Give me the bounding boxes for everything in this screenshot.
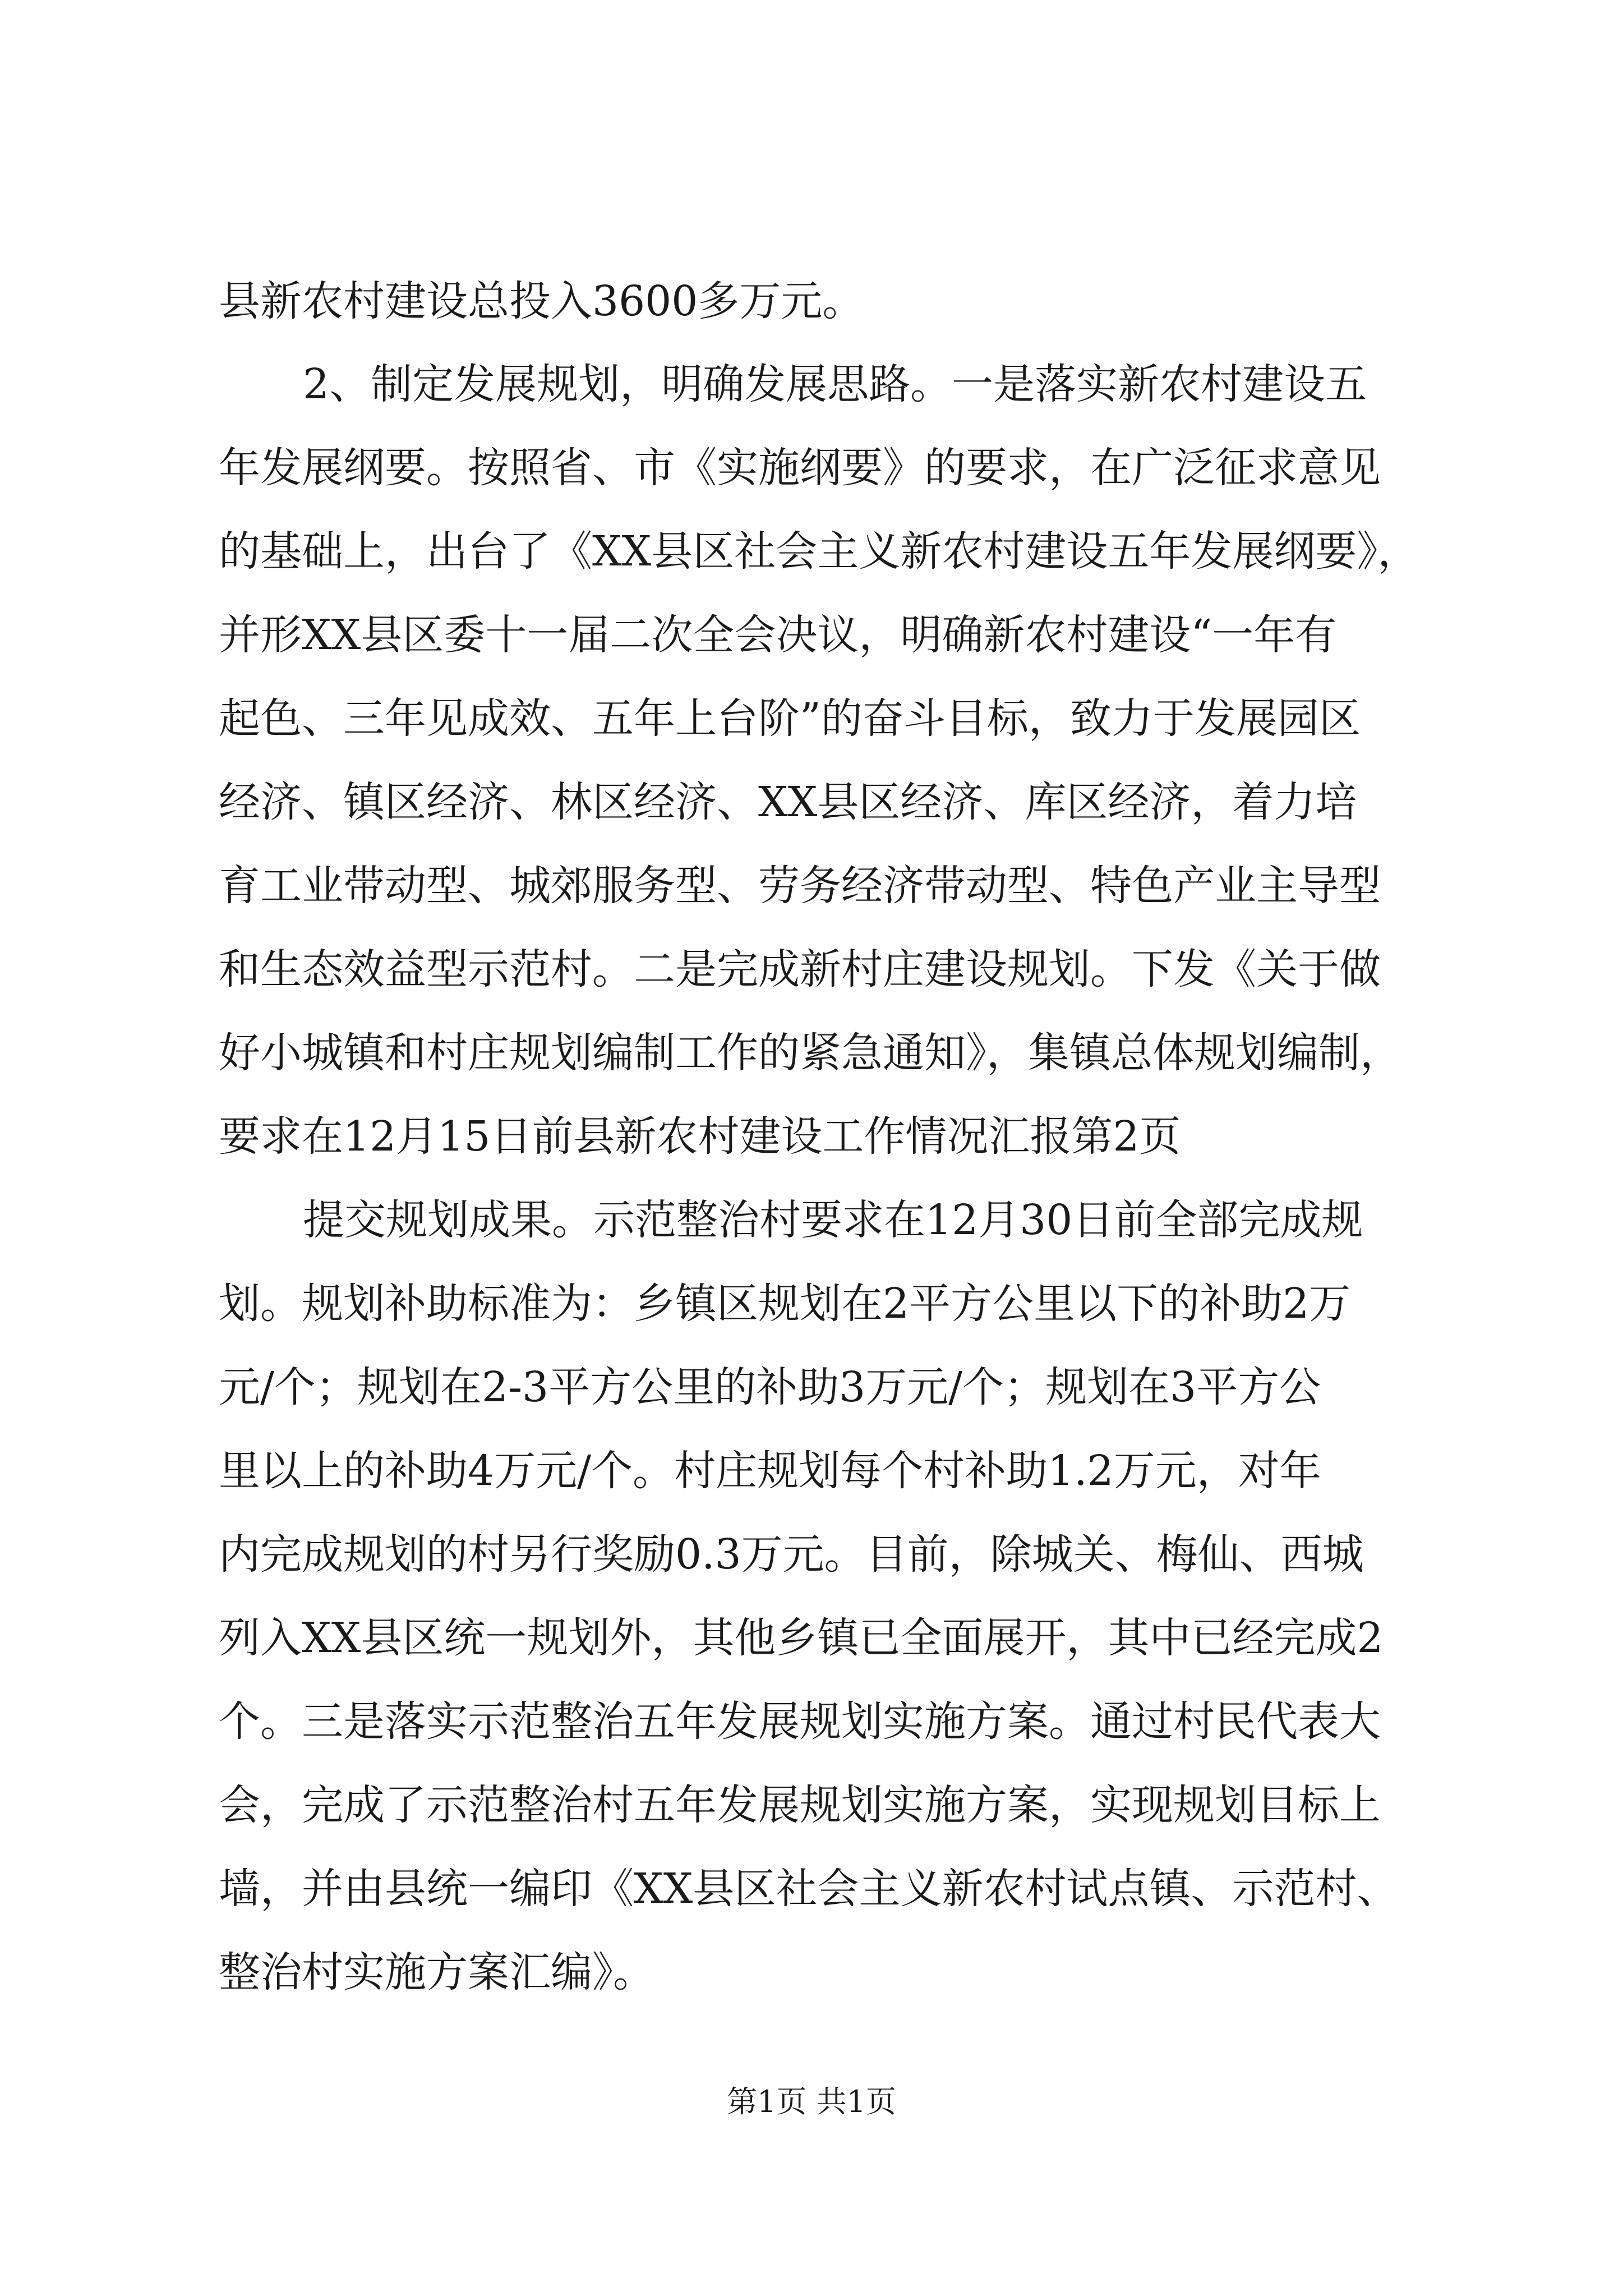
text-line: 和生态效益型示范村。二是完成新村庄建设规划。下发《关于做 <box>219 945 1381 993</box>
text-line: 要求在12月15日前县新农村建设工作情况汇报第2页 <box>219 1112 1181 1161</box>
page-footer: 第1页 共1页 <box>727 2084 896 2119</box>
text-line: 的基础上，出台了《XX县区社会主义新农村建设五年发展纲要》， <box>219 527 1419 576</box>
text-line: 墙，并由县统一编印《XX县区社会主义新农村试点镇、示范村、 <box>219 1865 1399 1913</box>
text-line: 好小城镇和村庄规划编制工作的紧急通知》，集镇总体规划编制， <box>219 1029 1401 1077</box>
text-line: 育工业带动型、城郊服务型、劳务经济带动型、特色产业主导型 <box>219 862 1381 910</box>
text-line: 元/个；规划在2-3平方公里的补助3万元/个；规划在3平方公 <box>219 1363 1321 1411</box>
text-line: 年发展纲要。按照省、市《实施纲要》的要求，在广泛征求意见 <box>219 444 1381 492</box>
text-line: 经济、镇区经济、林区经济、XX县区经济、库区经济，着力培 <box>219 778 1357 826</box>
text-line: 并形XX县区委十一届二次全会决议，明确新农村建设“一年有 <box>219 611 1337 659</box>
text-line: 会，完成了示范整治村五年发展规划实施方案，实现规划目标上 <box>219 1781 1381 1829</box>
text-line: 个。三是落实示范整治五年发展规划实施方案。通过村民代表大 <box>219 1697 1381 1746</box>
text-line: 2、制定发展规划，明确发展思路。一是落实新农村建设五 <box>303 360 1367 408</box>
text-line: 列入XX县区统一规划外，其他乡镇已全面展开，其中已经完成2 <box>219 1614 1384 1662</box>
text-line: 里以上的补助4万元/个。村庄规划每个村补助1.2万元，对年 <box>219 1447 1321 1495</box>
text-line: 内完成规划的村另行奖励0.3万元。目前，除城关、梅仙、西城 <box>219 1530 1364 1579</box>
text-line: 起色、三年见成效、五年上台阶”的奋斗目标，致力于发展园区 <box>219 694 1361 743</box>
text-line: 整治村实施方案汇编》。 <box>219 1948 654 1996</box>
text-line: 提交规划成果。示范整治村要求在12月30日前全部完成规 <box>303 1196 1363 1244</box>
text-line: 划。规划补助标准为：乡镇区规划在2平方公里以下的补助2万 <box>219 1280 1351 1328</box>
text-line: 县新农村建设总投入3600多万元。 <box>219 277 864 325</box>
